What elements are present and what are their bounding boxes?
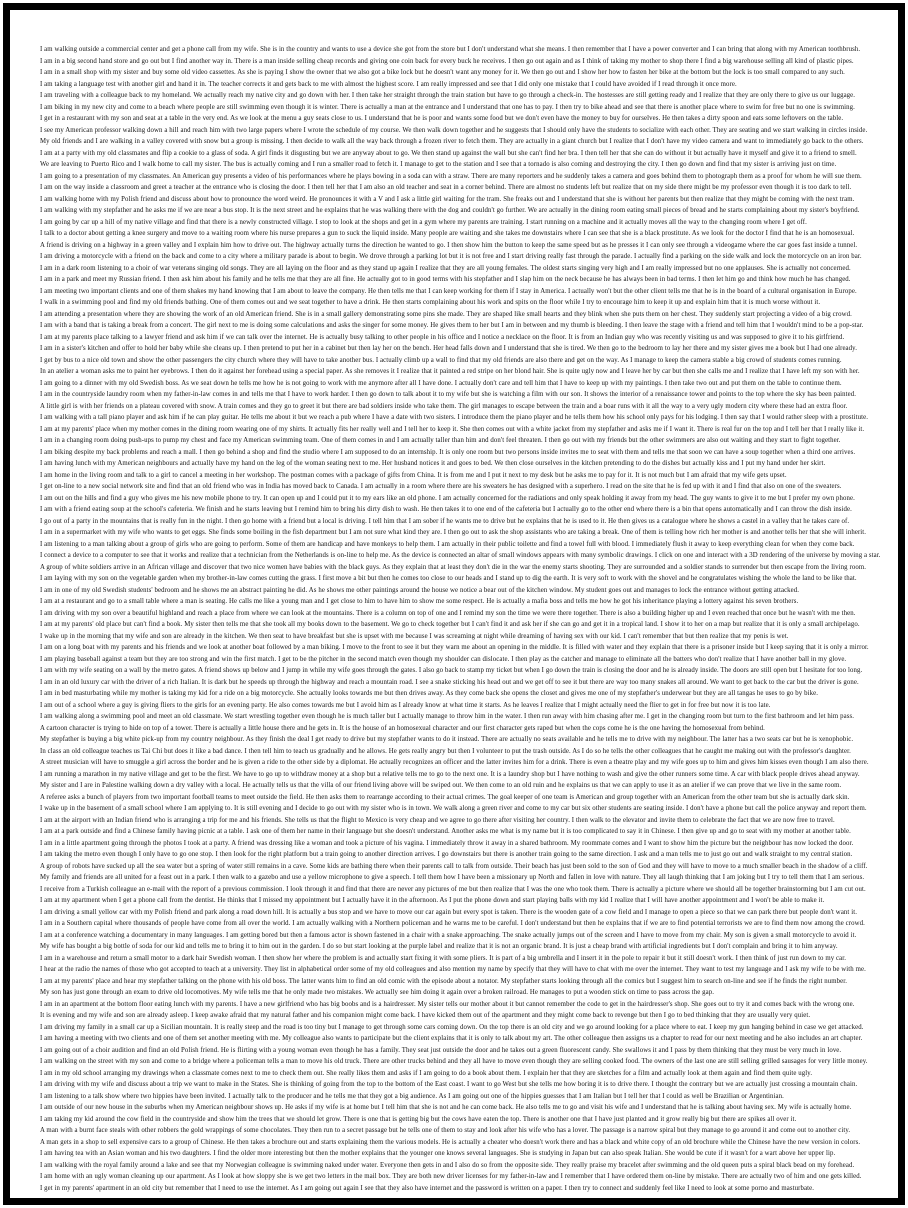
dream-report-line: In an atelier a woman asks me to paint her eyebrows. I then do it against her forehead using a special paper. As she removes it I realize that it painted a red stripe on her blond hair. She is quite ugly now and I leave her by car but then she calls me and I realize that I have left my son with her. — [40, 368, 860, 375]
dream-report-line: A street musician will have to smuggle a girl across the border and he is given a ride to the other side by a diplomat. He actually recognizes an officer and the latter invites him for a drink. There is even a theatre play and my wife goes up to him and gives him kisses even though I am also there. — [40, 759, 869, 766]
dream-report-line: I am at my apartment when I get a phone call from the dentist. He thinks that I missed my appointment but I actually have it in the afternoon. As I put the phone down and start playing balls with my kid I realize that I will have another appointment and I won't be able to make it. — [40, 897, 825, 904]
dream-report-line: I am biking despite my back problems and reach a mall. I then go behind a shop and find the studio where I am supposed to do an internship. It is only one room but two persons inside invites me to seat with them and tells me that soon we can have a soup together when a third one arrives. — [40, 448, 856, 456]
dream-report-line: I am in bed masturbating while my mother is taking my kid for a ride on a big motorcycle. She actually looks towards me but then drives away. As they come back she opens the closet and gives me one of my stepfather's underwear but they are all tangas he uses to go by bike. — [40, 690, 818, 697]
dream-report-line: A man with a burnt face steals with other robbers the gold wrappings of some chocolates. They then run to a secret passage but he tells one of them to stay and look after his wife who has a lover. The passage is a narrow spiral but they manage to go around it and come out to another city. — [40, 1127, 851, 1134]
dream-report-line: I am walking with my stepfather and he asks me if we are near a bus stop. It is the next street and he explains that he was walking there with the dog and couldn't go further. We are actually in the dining room eating small pieces of bread and he starts complaining about my sister's boyfriend. — [40, 207, 860, 214]
dream-report-line: It is evening and my wife and son are already asleep. I keep awake afraid that my natural father and his companion might come back. I have kicked them out of the apartment and they might come back to revenge but then I go to bed thinking that they are usually very quiet. — [40, 1012, 811, 1019]
dream-report-line: I am in a changing room doing push-ups to pump my chest and face my American swimming team. One of them comes in and I am actually taller than him and don't feel threaten. I then go out with my friends but the other swimmers are also out waiting and they start to fight together. — [40, 437, 841, 444]
dream-report-line: A little girl is with her friends on a plateau covered with snow. A train comes and they go to greet it but there are bad soldiers inside who take them. The girl manages to escape between the train and a boar runs with it all the way to a very ugly modern city where these had an extra floor. — [40, 402, 848, 410]
dream-report-line: I am out on the hills and find a guy who gives me his new mobile phone to try. It can open up and I could put it to my ears like an old phone. I am actually concerned for the radiations and only speak holding it away from my head. The guy wants to give it to me but I prefer my own phone. — [40, 494, 855, 502]
dream-report-line: I am having a meeting with two clients and one of them set another meeting with me. My colleague also wants to participate but the client explains that it is only to talk about my art. The other colleague then assigns us a chapter to read for our next meeting and he also includes an art chapter. — [40, 1035, 863, 1042]
document-page — [3, 3, 905, 1205]
dream-report-line: I am in an apartment at the bottom floor eating lunch with my parents. I have a new girlfriend who has big boobs and is a hairdresser. My sister tells our mother about it but cannot remember the code to get in the hairdresser's shop. She goes out to try it and comes back with the wrong one. — [40, 1000, 855, 1008]
dream-report-line: I am taking my kid around the cow field in the countryside and show him the trees that we should let grow. There is one that is getting big but the cows have eaten the top. There is another one that I have just planted and it grow really big but there are spikes all over it. — [40, 1115, 797, 1123]
dream-report-line: My old friends and I are walking in a valley covered with snow but a group is missing. I then decide to walk all the way back through a frozen river to fetch them. They are actually in a giant church but I realize that I don't have my video camera and want to immediately go back to the others. — [40, 138, 864, 145]
dream-report-line: I am listening to a talk show where two hippies have been invited. I actually talk to the producer and he tells me that they got a big audience. As I am going out one of the hippies guesses that I am Italian but I tell her that I could as well be Brazilian or Argentinian. — [40, 1092, 784, 1100]
dream-report-line: In class an old colleague teaches us Tai Chi but does it like a bad dance. I then tell him to teach us gradually and he allows. He gets really angry but then I volunteer to put the trash outside. As I do so he tells the other colleagues that he caught me making out with the professor's daughter. — [40, 747, 851, 755]
dream-report-line: I am meeting two important clients and one of them shakes my hand knowing that I am about to leave the company. He then tells me that I can keep working for them if I stay in America. I actually won't but the other client tells me that he is in the board of a cultural organisation in Europe. — [40, 287, 857, 295]
dream-report-line: I wake up in the basement of a small school where I am applying to. It is still evening and I decide to go out with my sister who is in town. We walk along a green river and come to my car but six other students are seating inside. I don't have a phone but call the police anyway and report them. — [40, 805, 867, 812]
dream-report-line: I am in a little apartment going through the photos I took at a party. A friend was dressing like a woman and took a picture of his vagina. I immediately throw it away in a shared bathroom. My roommate comes and I want to show him the picture but the neighbour has now locked the door. — [40, 839, 854, 847]
dream-report-line: I am driving my family in a small car up a Sicilian mountain. It is really steep and the road is too tiny but I manage to get through some cars coming down. On the top there is an old city and we go around looking for a place where to eat. I keep my gun hanging behind in case we get attacked. — [40, 1023, 864, 1031]
dream-report-line: I am in a warehouse and return a small motor to a dark hair Swedish woman. I then show her where the problem is and actually start fixing it with some pliers. It is part of a big umbrella and I insert it in the pole to repair it but it still doesn't work. I then think of just run down to my car. — [40, 954, 847, 962]
dream-report-line: I connect a device to a computer to see that it works and realize that a technician from the Netherlands is on-line to help me. As the device is connected an altar of small windows appears with many symbolic drawings. I click on one and interact with a 3D rendering of the universe by moving a star. — [40, 552, 881, 559]
dream-report-line: I am outside of our new house in the suburbs when my American neighbour shows up. He asks if my wife is at home but I tell him that she is not and he can come back. He also tells me to go and visit his wife and I understand that he is talking about having sex. My wife is actually home. — [40, 1104, 852, 1111]
dream-report-line: My wife has bought a big bottle of soda for our kid and tells me to bring it to him out in the garden. I do so but start looking at the purple label and realize that it is not an organic brand. It is just a cheap brand with artificial ingredients but I don't complain and bring it to him anyway. — [40, 943, 838, 950]
dream-report-line: I am walking along a swimming pool and meet an old classmate. We start wrestling together even though he is much taller but I actually manage to throw him in the water. I then run away with him chasing after me. I get in the changing room but turn to the first bathroom and let him pass. — [40, 713, 855, 720]
dream-report-line: I see my American professor walking down a hill and reach him with two large papers where I wrote the schedule of my course. We then walk down together and he suggests that I should only have the students to socialize with each other. They are seating and we start walking in circles inside. — [40, 126, 868, 134]
dream-report-line: I am going out of a choir audition and find an old Polish friend. He is flirting with a young woman even though he has a family. They seat just outside the door and he takes out a green fluorescent candy. She swallows it and I pass by them thinking that they must be very much in love. — [40, 1046, 842, 1054]
dream-report-line: A friend is driving on a highway in a green valley and I explain him how to drive out. The highway actually turns the direction he wanted to go. I then show him the button to keep the same speed but as he presses it I can only see through a videogame where the car goes fast inside a tunnel. — [40, 241, 858, 249]
dream-report-line: My son has just gone through an exam to drive old locomotives. My wife tells me that he only made two mistakes. We actually see him doing it again over a broken railroad. He manages to put a wooden stick on time to pass across the gap. — [40, 989, 715, 996]
dream-report-line: I am playing baseball against a team but they are too strong and win the first match. I get to be the pitcher in the second match even though my shoulder can dislocate. I then play as the catcher and manage to eliminate all the batters who don't realize that I have another ball in my glove. — [40, 655, 847, 663]
dream-report-line: I am having tea with an Asian woman and his two daughters. I find the older more interesting but then the mother explains that the younger one knows several languages. She is studying in Japan but can also speak Italian. She would be cute if it wasn't for a wart above her upper lip. — [40, 1150, 836, 1157]
dream-report-line: I am home in the living room and talk to a girl to cancel a meeting in her workshop. The postman comes with a package of gifts from China. It is from me and I put it next to my desk but he asks me to pay for it. It is not much but I am afraid that my wife gets upset. — [40, 471, 787, 479]
dream-report-line: I am in a supermarket with my wife who wants to get eggs. She finds some boiling in the fish department but I am not sure what kind they are. I then go out to ask the shop assistants who are taking a break. One of them is telling how rich her mother is and another tells her that she will inherit. — [40, 529, 867, 536]
dream-report-line: I am with a friend eating soup at the school's cafeteria. We finish and he starts leaving but I remind him to bring his dirty dish to wash. He then takes it to one end of the cafeteria but I actually go to the other end where there is a bin that opens automatically and I can throw the dish inside. — [40, 506, 852, 513]
dream-report-line: I am out of a school where a guy is giving fliers to the girls for an evening party. He also comes towards me but I avoid him as I already know at what time it starts. As he leaves I realize that I might actually need the flier to get in for free but now it is too late. — [40, 701, 771, 709]
dream-report-line: A group of robots have sucked up all the sea water but a spring of water still remains in a cave. Some kids are bathing there when their parents call to talk from outside. Their beach has just been sold to the son of God and they will have to move to a much smaller beach in the shadow of a cliff. — [40, 862, 868, 870]
dream-report-line: I am driving with my son over a beautiful highland and reach a place from where we can look at the mountains. There is a column on top of one and I remind my son the time we were there together. There is also a building higher up and I even reached that once but he wasn't with me then. — [40, 609, 856, 617]
dream-report-line: I walk in a swimming pool and find my old friends bathing. One of them comes out and we seat together to have a drink. He then starts complaining about his work and spits on the floor while I try to encourage him to keep it up and explain him that it is much worse without it. — [40, 299, 821, 306]
dream-report-line: I am in an old luxury car with the driver of a rich Italian. It is dark but he speeds up through the highway and reach a mountain road. I see a snake sticking his head out and we get off to see it but there are way too many snakes all around. We want to get back to the car but the driver is gone. — [40, 678, 859, 686]
dream-report-line: I am at my parents' place when my mother comes in the dining room wearing one of my shirts. It actually fits her really well and I tell her to keep it. She then comes out with a white jacket from my stepfather and asks me if I want it. There is real fur on the top and I tell her that I really like it. — [40, 425, 865, 433]
dream-report-line: I am taking the metro even though I only have to go one stop. I then look for the right platform but a train going to another direction arrives. I go downstairs but there is another train going to the same direction. I ask and a man tells me to just go out and walk straight to my central station. — [40, 851, 853, 858]
dream-report-line: I am biking in my new city and come to a beach where people are still swimming even though it is winter. There is actually a man at the entrance and I understand that one has to pay. I then try to bike ahead and see that there is another place where to swim for free but no one is swimming. — [40, 103, 855, 111]
dream-report-line: A cartoon character is trying to hide on top of a tower. There is actually a little house there and he gets in. It is the house of an homosexual character and our first character gets raped but when the cops come he is the one having the homosexual from behind. — [40, 724, 765, 732]
dream-report-line: My sister and I are in Palestine walking down a dry valley with a local. He actually tells us that the villa of our friend living above will be swiped out. We then come to an old ruin and he explains us that we can apply to use it as an atelier if we can prove that we live in the same room. — [40, 782, 842, 789]
dream-report-line: I get by bus to a nice old town and show the other passengers the city church where they will have to take another bus. I actually climb up a wall to find that my old friends are also there and get on the way. As I manage to keep the camera stable a big crowd of students comes running. — [40, 356, 842, 364]
dream-report-line: I am at a party with my old classmates and flip a cookie to a glass of soda. A girl finds it disgusting but we are anyway about to go. We then stand up against the wall but she can't find her bra. I then tell her that she can do without it but actually have it myself and give it to a friend to smell. — [40, 149, 857, 157]
dream-report-line: I am walking with the royal family around a lake and see that my Norwegian colleague is swimming naked under water. Everyone then gets in and I also do so from the opposite side. They really praise my bracelet after swimming and the old queen puts a spiral black bead on my forehead. — [40, 1161, 855, 1169]
dream-report-line: I am taking a language test with another girl and hand it in. The teacher corrects it and gets back to me with almost the highest score. I am really impressed and see that I did only one mistake that I could have avoided if I read through it once more. — [40, 80, 737, 88]
dream-report-line: I am at my parents place talking to a lawyer friend and ask him if we can talk over the internet. He is actually busy talking to other people in his office and I notice a necklace on the floor. It is from an Indian guy who was recently visiting us and was supposed to give it to his girlfriend. — [40, 333, 845, 341]
dream-report-line: I am in a big second hand store and go out but I find another way in. There is a man inside selling cheap records and giving one coin back for every buck he receives. I then go out again and as I think of taking my mother to shop there I find a big warehouse selling all kind of plastic pipes. — [40, 57, 854, 65]
dream-report-line: I am at a park outside and find a Chinese family having picnic at a table. I ask one of them her name in their language but she doesn't understand. Another asks me what is my name but it is too complicated to say it in Chinese. I then give up and go to seat with my mother at another table. — [40, 828, 851, 835]
dream-report-line: I go out of a party in the mountains that is really fun in the night. I then go home with a friend but a local is driving. I tell him that I am sober if he wants me to drive but he explains that he is used to it. He then gives us a catalogue where he shows a castel in a valley that he takes care of. — [40, 517, 850, 525]
dream-report-line: I talk to a doctor about getting a knee surgery and move to a waiting room where his nurse prepares a gun to suck the liquid inside. Many people are waiting and she takes me downstairs where I can see that she is a black prostitute. As we look for the doctor I find that he is an homosexual. — [40, 230, 855, 237]
dream-report-line: I get on-line to a new social network site and find that an old friend who was in India has moved back to Canada. I am actually in a room where there are his sweaters he has designed with a superhero. I read on the site that he is fed up with it and I find that also on one of the sweaters. — [40, 483, 842, 490]
dream-report-line: I am with a band that is taking a break from a concert. The girl next to me is doing some calculations and asks the singer for some money. He gives them to her but I am in between and my thumb is bleeding. I then leave the stage with a friend and tell him that I wouldn't mind to be a pop-star. — [40, 322, 864, 329]
dream-report-line: I am driving a small yellow car with my Polish friend and park along a road down hill. It is actually a bus stop and we have to move our car again but every spot is taken. There is the wooden gate of a cow field and I manage to open a piece so that we can park there but people don't want it. — [40, 908, 857, 916]
dream-report-line: I am in a small shop with my sister and buy some old video cassettes. As she is paying I show the owner that we also got a bike lock but he doesn't want any money for it. We then go out and I show her how to fasten her bike at the bottom but the lock is too small compared to any such. — [40, 69, 845, 76]
dream-report-line: A man gets in a shop to sell expensive cars to a group of Chinese. He then takes a brochure out and starts explaining them the various models. He is actually a cheater who doesn't work there and has a black and white copy of an old brochure while the Chinese have the new version in colors. — [40, 1138, 861, 1146]
dream-report-line: I am running a marathon in my native village and get to be the first. We have to go up to withdraw money at a shop but a relative tells me to go to the next one. It is a laundry shop but I have nothing to wash and give the other runners some time. A car with black people drives ahead anyway. — [40, 770, 860, 778]
dream-report-line: I am on the way inside a classroom and greet a teacher at the entrance who is closing the door. I then tell her that I am also an old teacher and seat in a corner behind. There are almost no students left but realize that on my side there might be my professor even though it is too dark to tell. — [40, 184, 852, 191]
dream-report-line: I am walking outside a commercial center and get a phone call from my wife. She is in the country and wants to use a device she got from the store but I don't understand what she means. I then remember that I have a power converter and I can bring that along with my American toothbrush. — [40, 46, 861, 53]
dream-report-line: I am listening to a man talking about a group of girls who are going to perform. Some of them are handicap and have monkeys to help them. I am actually in their public toilette and find a towel full with blood. I immediately flush it away to keep everything clean for when they come back. — [40, 540, 855, 548]
document-lines — [40, 44, 889, 1194]
dream-report-line: I am at a restaurant and go to a small table where a man is seating. He calls me like a young man and I get close to him to have him to show me some respect. He is actually a mafia boss and tells me how he got his inheritance playing a lottery against his seven brothers. — [40, 598, 799, 605]
dream-report-line: We are leaving to Puerto Rico and I walk home to call my sister. The bus is actually coming and I run a smaller road to fetch it. I manage to get to the station and I see that a tornado is also coming and destroying the city. I then go down and find that my sister is arriving just on time. — [40, 161, 837, 168]
dream-report-line: I am in a sister's kitchen and offer to hold her baby while she cleans up. I then pretend to put her in a cabinet but then lay her on the bench. Her head falls down and I understand that she is tired. We then go to the bedroom to lay her there and my sister gives me a book but I had one already. — [40, 345, 858, 352]
dream-report-line: I am in one of my old Swedish students' bedroom and he shows me an abstract painting he did. As he shows me other paintings around the house we notice a bear out of the kitchen window. My student goes out and manages to lock the entrance without getting attacked. — [40, 586, 800, 594]
dream-report-line: I receive from a Turkish colleague an e-mail with the report of a previous commission. I look through it and find that there are never any pictures of me but then realize that I was the one who took them. There is actually a picture where we should all be together brainstorming but I am cut out. — [40, 885, 866, 893]
dream-report-line: I wake up in the morning that my wife and son are already in the kitchen. We then seat to have breakfast but she is upset with me because I was screaming at night while dreaming of having sex with our kid. I can't remember that but then realize that my penis is wet. — [40, 632, 789, 640]
dream-report-line: I get in my parents' apartment in an old city but remember that I need to use the internet. As I am going out again I see that they also have internet and the password is written on a paper. I then try to connect and suddenly feel like I need to look at some porno and masturbate. — [40, 1184, 815, 1192]
dream-report-line: I am at my parents' place and hear my stepfather talking on the phone with his old boss. The latter wants him to find an old comic with the episode about a notator. My stepfather starts looking through all the comics but I suggest him to search on-line and see if he finds the right number. — [40, 977, 848, 985]
dream-report-line: I am having lunch with my American neighbours and actually have my hand on the leg of the woman seating next to me. Her husband notices it and goes to bed. We then close ourselves in the kitchen pretending to do the dishes but actually kiss and I put my hand under her skirt. — [40, 460, 826, 467]
dream-report-line: I am in a dark room listening to a choir of war veterans singing old songs. They are all laying on the floor and as they stand up again I realize that they are all young females. The oldest starts singing very high and I am really impressed but no one applauses. She is actually not concerned. — [40, 264, 851, 272]
dream-report-line: I am driving a motorcycle with a friend on the back and come to a city where a military parade is about to begin. We drove through a parking lot but it is not free and I start driving really fast through the parade. I actually find a parking on the side walk and lock the motorcycle on an iron bar. — [40, 253, 862, 260]
dream-report-line: I am with my wife seating on a wall by the metro gates. A friend shows up below and I jump in while my wife goes through the gates. I also go back to stamp my ticket but when I go down the train is closing the door and he is already inside. The doors are still open but I hesitate for too long. — [40, 667, 863, 674]
dream-report-line: I am at my parents' old place but can't find a book. My sister then tells me that she took all my books down to the basement. We go to check together but I can't find it and ask her if she can go and get it in a tropical land. I show it to her on a map but realize that it is only a small archipelago. — [40, 621, 860, 628]
dream-report-line: My stepfather is buying a big white pick-up from my country neighbour. As they finish the deal I get ready to drive but my stepfather wants to do it instead. There are actually no seats available and he tells me to drive with my neighbour. The latter has a two seats car but he is xenophobic. — [40, 736, 854, 743]
dream-report-line: I am in a Southern capital where thousands of people have come from all over the world. I am actually walking with a Northern policeman and he warns me to be careful. I don't understand but then he explains that if we are to find potential terrorists we are to find them now among the crowd. — [40, 920, 865, 927]
dream-report-line: I am home with an ugly woman cleaning up our apartment. As I look at how sloppy she is we get two letters in the mail box. They are both new driver licenses for my father-in-law and I remember that I have ordered them on-line by mistake. There are actually two of him and one gets killed. — [40, 1173, 862, 1180]
dream-report-line: I am going to a dinner with my old Swedish boss. As we seat down he tells me how he is not going to work with me anymore after all I have done. I actually don't care and tell him that I have to keep up with my paintings. I then take two out and put them on the table to continue them. — [40, 379, 842, 387]
dream-report-line: I am walking home with my Polish friend and discuss about how to pronounce the word weird. He pronounces it with a V and I ask a little girl waiting for the tram. She freaks out and I understand that she is without her parents but then realize that they might be coming with the next tram. — [40, 195, 855, 203]
dream-report-line: I am at the airport with an Indian friend who is arranging a trip for me and his friends. She tells us that the flight to Mexico is very cheap and we agree to go there after visiting her country. I then walk to the elevator and invite them to celebrate the fact that we are now free to travel. — [40, 816, 835, 824]
dream-report-line: I hear at the radio the names of those who got accepted to teach at a university. They list in alphabetical order some of my old colleagues and also mention my name by specify that they will have to chat with me over the internet. They want to test my language and I ask my wife to be with me. — [40, 966, 866, 973]
dream-report-line: I am at a conference watching a documentary in many languages. I am getting bored but then a famous actor is shown fastened in a chair with a snake approaching. The snake actually jumps out of the screen and I have to move from my chair. My son is given a small motorcycle to avoid it. — [40, 931, 857, 939]
dream-report-line: My family and friends are all united for a feast out in a park. I then walk to a gazebo and use a yellow microphone to give a speech. I tell them how I have been a missionary up North and fallen in love with nature. They all laugh thinking that I am joking but I try to tell them that I am serious. — [40, 874, 865, 881]
dream-report-line: I get in a restaurant with my son and seat at a table in the very end. As we look at the menu a guy seats close to us. I understand that he is poor and wants some food but we don't even have the money to buy for ourselves. He then takes a dirty spoon and eats some leftovers on the table. — [40, 115, 844, 122]
dream-report-line: I am in a park and meet my Russian friend. I then ask him about his family and he tells me that they are all fine. He actually got to in good terms with his stepfather and I slap him on the neck because he has always been in bad terms. I then let him go and think how much he has changed. — [40, 276, 851, 283]
dream-report-line: I am going by car up a hill of my native village and find that there is a newly constructed village. I stop to look at the shops and get in a gym where my parents are training. I start running on a machine and it actually moves all the way to the changing room where I get off. — [40, 218, 807, 226]
dream-report-line: I am in the countryside laundry room when my father-in-law comes in and tells me that I have to work harder. I then go down to talk about it to my wife but she is watching a film with our son. It shows the interior of a renaissance tower and points to the top where the sky has been painted. — [40, 391, 857, 398]
dream-report-line: I am walking with a tall piano player and ask him if he can play guitar. He tells me about it but we reach a pub where I have a date with two sisters. I introduce them the piano player and he tells them how his school only pays for his lodging. I then say that I would rather sleep with a prostitute. — [40, 414, 869, 421]
dream-report-line: I am traveling with a colleague back to my homeland. We actually reach my native city and go down with her. I then take her straight through the train station but have to go through a check-in. The hostesses are still getting ready and I realize that they are only there to give us our luggage. — [40, 92, 856, 99]
dream-report-line: A referee asks a bunch of players from two important football teams to meet outside the field. He then asks them to rearrange according to their actual crimes. The goal keeper of one team is American and group together with an American from the other team but she is actually dark skin. — [40, 793, 850, 801]
dream-report-line: I am going to a presentation of my classmates. An American guy presents a video of his performances where he plays bowing in a soda can with a straw. There are many reporters and he suddenly takes a camera and goes behind them to photograph them as a proof for whom he will sue them. — [40, 172, 862, 180]
dream-report-line: I am walking on the street with my son and come to a bridge where a policeman tells a man to move his old truck. There are other trucks behind and they all have to move even though they are selling cooked food. The owners of the last one are still selling grilled sausages for very little money. — [40, 1058, 868, 1065]
dream-report-line: I am on a long boat with my parents and his friends and we look at another boat followed by a man biking. I move to the front to see it but they warn me about an opening in the middle. It is filled with water and they explain that there is a prisoner inside but I keep saying that it is only a mirror. — [40, 644, 869, 651]
dream-report-line: I am attending a presentation where they are showing the work of an old American friend. She is in a small gallery demonstrating some pins she made. They are shaped like small hearts and they blink when she puts them on her chest. They suddenly start projecting a video of a big crowd. — [40, 310, 852, 318]
dream-report-line: A group of white soldiers arrive in an African village and discover that two nice women have babies with the black guys. As they explain that at least they don't die in the war the enemy starts shooting. They are surrounded and a soldier stands to surrender but then escape from the living room. — [40, 563, 866, 571]
dream-report-line: I am laying with my son on the vegetable garden when my brother-in-law comes cutting the grass. I first move a bit but then he comes too close to our heads and I stand up to dig the earth. It is very soft to work with the shovel and he congratulates wishing the whole the land to be like that. — [40, 575, 857, 582]
dream-report-line: I am driving with my wife and discuss about a trip we want to make in the States. She is thinking of going from the top to the bottom of the East coast. I want to go West but she tells me how boring it is to drive there. I thought the contrary but we are actually just crossing a mountain chain. — [40, 1081, 858, 1088]
dream-report-line: I am in my old school arranging my drawings when a classmate comes next to me to check them out. She really likes them and asks if I am going to do a book about them. I explain her that they are sketches for a film and actually look at them again and find them quite ugly. — [40, 1069, 813, 1077]
